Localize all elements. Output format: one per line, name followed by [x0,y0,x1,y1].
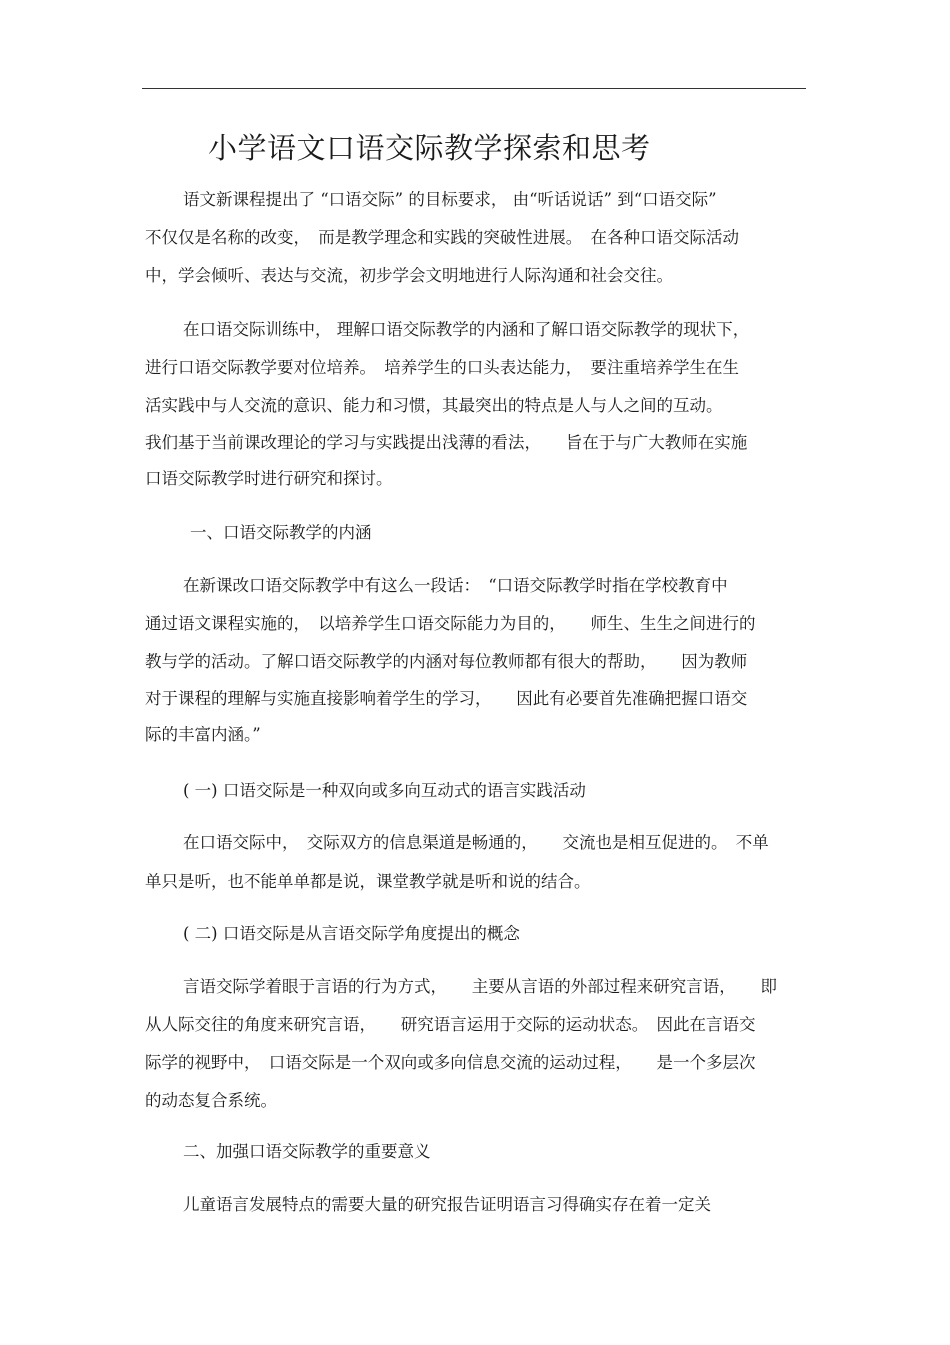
paragraph-line: 在口语交际中， 交际双方的信息渠道是畅通的， 交流也是相互促进的。 不单 [183,833,769,852]
paragraph-line: 活实践中与人交流的意识、能力和习惯，其最突出的特点是人与人之间的互动。 [145,396,723,415]
paragraph-line: 口语交际教学时进行研究和探讨。 [145,469,393,488]
header-rule [142,88,806,89]
paragraph-line: 在口语交际训练中， 理解口语交际教学的内涵和了解口语交际教学的现状下， [183,320,750,339]
paragraph-line: 进行口语交际教学要对位培养。 培养学生的口头表达能力， 要注重培养学生在生 [145,358,739,377]
paragraph-line: 言语交际学着眼于言语的行为方式， 主要从言语的外部过程来研究言语， 即 [183,977,777,996]
document-title: 小学语文口语交际教学探索和思考 [208,131,651,165]
paragraph-line: 中，学会倾听、表达与交流，初步学会文明地进行人际沟通和社会交往。 [145,266,673,285]
paragraph-line: 对于课程的理解与实施直接影响着学生的学习， 因此有必要首先准确把握口语交 [145,689,748,708]
paragraph-line: 不仅仅是名称的改变， 而是教学理念和实践的突破性进展。 在各种口语交际活动 [145,228,739,247]
subsection-heading: ( 一) 口语交际是一种双向或多向互动式的语言实践活动 [183,781,586,800]
paragraph-line: 我们基于当前课改理论的学习与实践提出浅薄的看法， 旨在于与广大教师在实施 [145,433,748,452]
paragraph-line: 在新课改口语交际教学中有这么一段话： “口语交际教学时指在学校教育中 [183,576,728,595]
section-heading: 二、加强口语交际教学的重要意义 [183,1142,431,1161]
paragraph-line: 语文新课程提出了 “口语交际” 的目标要求， 由“听话说话” 到“口语交际” [183,190,717,209]
paragraph-line: 儿童语言发展特点的需要大量的研究报告证明语言习得确实存在着一定关 [183,1195,711,1214]
section-heading: 一、口语交际教学的内涵 [190,523,372,542]
subsection-heading: ( 二) 口语交际是从言语交际学角度提出的概念 [183,924,520,943]
paragraph-line: 际学的视野中， 口语交际是一个双向或多向信息交流的运动过程， 是一个多层次 [145,1053,756,1072]
paragraph-line: 从人际交往的角度来研究言语， 研究语言运用于交际的运动状态。 因此在言语交 [145,1015,756,1034]
paragraph-line: 单只是听，也不能单单都是说，课堂教学就是听和说的结合。 [145,872,591,891]
paragraph-line: 教与学的活动。了解口语交际教学的内涵对每位教师都有很大的帮助， 因为教师 [145,652,748,671]
paragraph-line: 际的丰富内涵。” [145,725,261,744]
paragraph-line: 的动态复合系统。 [145,1091,277,1110]
paragraph-line: 通过语文课程实施的， 以培养学生口语交际能力为目的， 师生、生生之间进行的 [145,614,756,633]
